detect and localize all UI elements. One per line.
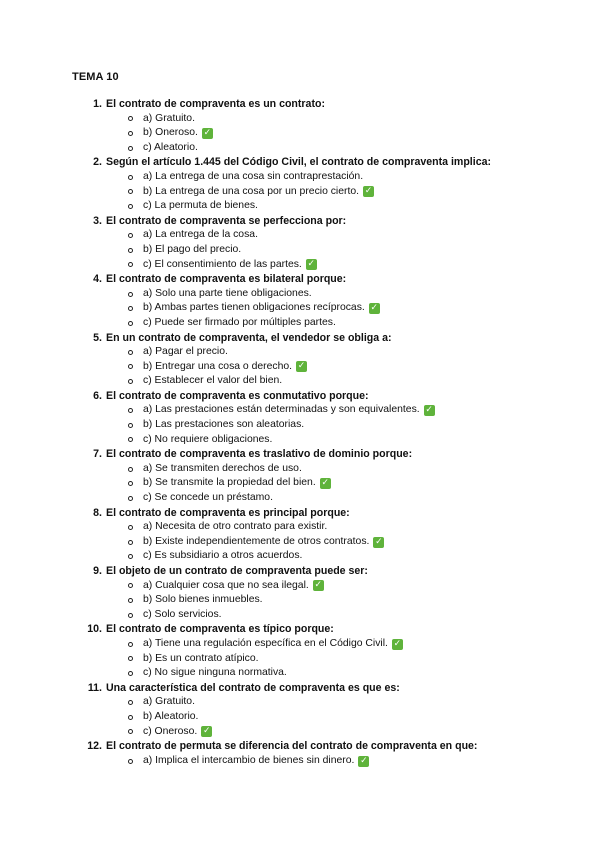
answer-option: [72, 725, 560, 740]
question-text: Según el artículo 1.445 del Código Civil, el contrato de compraventa implica:: [106, 156, 492, 169]
check-mark-icon: ✓: [370, 303, 379, 314]
hollow-circle-bullet-icon: [128, 350, 133, 355]
answer-option: [72, 754, 560, 769]
hollow-circle-bullet-icon: [128, 642, 133, 647]
hollow-circle-bullet-icon: [128, 671, 133, 676]
answer-option: [72, 170, 560, 185]
answer-option: [72, 258, 560, 273]
answer-option: [72, 476, 560, 491]
hollow-circle-bullet-icon: [128, 321, 133, 326]
question-text: Una característica del contrato de compraventa es que es:: [106, 681, 400, 694]
answer-option: [72, 710, 560, 725]
answer-option-text: b) Solo bienes inmuebles.: [143, 594, 263, 606]
question-number: 4.: [93, 273, 102, 286]
answer-option: [72, 126, 560, 141]
question-item: [72, 622, 560, 680]
question-text: El contrato de compraventa es un contrato:: [106, 98, 325, 110]
question-text: En un contrato de compraventa, el vendedor se obliga a:: [106, 331, 392, 344]
answer-option-text: a) Implica el intercambio de bienes sin dinero.: [143, 754, 355, 766]
question-heading: [72, 739, 560, 754]
answer-option-text: c) La permuta de bienes.: [143, 200, 258, 212]
answer-option: [72, 185, 560, 200]
hollow-circle-bullet-icon: [128, 700, 133, 705]
question-heading: [72, 272, 560, 287]
check-mark-icon: ✓: [307, 259, 316, 270]
answer-option-text: c) Es subsidiario a otros acuerdos.: [143, 550, 303, 562]
answer-option-text: a) Pagar el precio.: [143, 346, 228, 358]
answer-option-text: c) No sigue ninguna normativa.: [143, 667, 287, 679]
question-heading: [72, 564, 560, 579]
question-heading: [72, 447, 560, 462]
check-mark-icon: ✓: [360, 755, 368, 766]
check-mark-icon: ✓: [425, 405, 433, 416]
question-item: [72, 564, 560, 622]
answer-option: [72, 418, 560, 433]
answer-option: [72, 637, 560, 652]
answer-option-text: b) Oneroso.: [143, 127, 198, 139]
hollow-circle-bullet-icon: [128, 554, 133, 559]
hollow-circle-bullet-icon: [128, 656, 133, 661]
answer-option: [72, 141, 560, 156]
check-mark-icon: ✓: [314, 580, 323, 591]
answer-option: [72, 243, 560, 258]
check-mark-icon: ✓: [393, 638, 402, 649]
answer-option: [72, 228, 560, 243]
question-number: 12.: [87, 740, 102, 753]
question-item: [72, 331, 560, 389]
answer-option: [72, 491, 560, 506]
hollow-circle-bullet-icon: [128, 248, 133, 253]
hollow-circle-bullet-icon: [128, 204, 133, 209]
question-heading: [72, 389, 560, 404]
answer-option-text: a) Solo una parte tiene obligaciones.: [143, 287, 312, 299]
answer-option-text: a) Gratuito.: [143, 112, 195, 124]
answer-option: [72, 695, 560, 710]
question-number: 5.: [93, 331, 102, 344]
answer-option-text: a) Necesita de otro contrato para existir.: [143, 521, 328, 533]
question-text: El contrato de compraventa es principal porque:: [106, 506, 350, 519]
answer-option-text: a) La entrega de una cosa sin contraprestación.: [143, 170, 364, 182]
answer-option: [72, 652, 560, 667]
hollow-circle-bullet-icon: [128, 233, 133, 238]
answer-option-text: a) Cualquier cosa que no sea ilegal.: [143, 579, 309, 591]
check-mark-icon: ✓: [321, 478, 329, 489]
question-text: El contrato de permuta se diferencia del contrato de compraventa en que:: [106, 740, 478, 753]
question-item: [72, 272, 560, 330]
hollow-circle-bullet-icon: [128, 613, 133, 618]
hollow-circle-bullet-icon: [128, 583, 133, 588]
question-item: [72, 447, 560, 505]
answer-option-text: b) La entrega de una cosa por un precio cierto.: [143, 185, 360, 197]
question-number: 11.: [87, 681, 102, 694]
question-item: [72, 97, 560, 155]
hollow-circle-bullet-icon: [128, 525, 133, 530]
question-text: El contrato de compraventa es conmutativo porque:: [106, 389, 369, 402]
answer-option-text: c) Solo servicios.: [143, 608, 222, 620]
question-number: 2.: [93, 156, 102, 169]
question-text: El contrato de compraventa se perfecciona por:: [106, 214, 347, 227]
question-number: 8.: [93, 506, 102, 519]
hollow-circle-bullet-icon: [128, 116, 133, 121]
answer-option-text: b) El pago del precio.: [143, 243, 242, 255]
check-mark-icon: ✓: [375, 536, 383, 547]
question-heading: [72, 214, 560, 229]
answer-option: [72, 403, 560, 418]
question-heading: [72, 622, 560, 637]
hollow-circle-bullet-icon: [128, 364, 133, 369]
answer-option: [72, 535, 560, 550]
answer-option: [72, 608, 560, 623]
check-mark-icon: ✓: [203, 726, 211, 737]
answer-option-text: c) Puede ser firmado por múltiples partes.: [143, 316, 336, 328]
hollow-circle-bullet-icon: [128, 423, 133, 428]
answer-option-text: b) Entregar una cosa o derecho.: [143, 360, 293, 372]
question-heading: [72, 331, 560, 346]
check-mark-icon: ✓: [297, 361, 306, 372]
answer-option: [72, 579, 560, 594]
answer-option: [72, 199, 560, 214]
answer-option: [72, 374, 560, 389]
answer-option: [72, 462, 560, 477]
hollow-circle-bullet-icon: [128, 759, 133, 764]
answer-option: [72, 316, 560, 331]
question-text: El contrato de compraventa es traslativo de dominio porque:: [106, 448, 413, 461]
answer-option-text: c) Oneroso.: [143, 725, 198, 737]
question-list: [72, 97, 560, 768]
answer-option-text: c) No requiere obligaciones.: [143, 433, 273, 445]
question-item: [72, 506, 560, 564]
question-text: El contrato de compraventa es bilateral porque:: [106, 273, 347, 286]
hollow-circle-bullet-icon: [128, 175, 133, 180]
question-number: 7.: [93, 448, 102, 461]
check-mark-icon: ✓: [203, 127, 212, 138]
answer-option: [72, 549, 560, 564]
question-item: [72, 681, 560, 739]
answer-option: [72, 301, 560, 316]
answer-option: [72, 593, 560, 608]
question-item: [72, 214, 560, 272]
question-item: [72, 155, 560, 213]
hollow-circle-bullet-icon: [128, 306, 133, 311]
answer-option-text: b) Aleatorio.: [143, 710, 199, 722]
hollow-circle-bullet-icon: [128, 540, 133, 545]
answer-option-text: a) Tiene una regulación específica en el Código Civil.: [143, 637, 388, 649]
answer-option-text: c) El consentimiento de las partes.: [143, 258, 302, 270]
check-mark-icon: ✓: [364, 186, 373, 197]
hollow-circle-bullet-icon: [128, 467, 133, 472]
answer-option: [72, 666, 560, 681]
hollow-circle-bullet-icon: [128, 729, 133, 734]
answer-option-text: b) Ambas partes tienen obligaciones recíprocas.: [143, 302, 365, 314]
answer-option-text: c) Se concede un préstamo.: [143, 492, 273, 504]
hollow-circle-bullet-icon: [128, 715, 133, 720]
answer-option-text: a) Gratuito.: [143, 696, 195, 708]
answer-option: [72, 287, 560, 302]
hollow-circle-bullet-icon: [128, 189, 133, 194]
question-item: [72, 739, 560, 768]
answer-option-text: b) Es un contrato atípico.: [143, 652, 259, 664]
hollow-circle-bullet-icon: [128, 292, 133, 297]
question-text: El objeto de un contrato de compraventa puede ser:: [106, 565, 368, 577]
hollow-circle-bullet-icon: [128, 131, 133, 136]
answer-option: [72, 433, 560, 448]
hollow-circle-bullet-icon: [128, 379, 133, 384]
answer-option-text: a) La entrega de la cosa.: [143, 229, 258, 241]
answer-option-text: b) Las prestaciones son aleatorias.: [143, 419, 305, 431]
hollow-circle-bullet-icon: [128, 408, 133, 413]
answer-option-text: b) Se transmite la propiedad del bien.: [143, 477, 316, 489]
answer-option: [72, 520, 560, 535]
question-number: 1.: [93, 98, 102, 110]
question-heading: [72, 506, 560, 521]
answer-option-text: a) Las prestaciones están determinadas y son equivalentes.: [143, 404, 420, 416]
answer-option: [72, 345, 560, 360]
answer-option: [72, 112, 560, 127]
answer-option-text: a) Se transmiten derechos de uso.: [143, 462, 302, 474]
question-heading: [72, 155, 560, 170]
hollow-circle-bullet-icon: [128, 598, 133, 603]
answer-option: [72, 360, 560, 375]
hollow-circle-bullet-icon: [128, 481, 133, 486]
question-number: 9.: [93, 565, 102, 577]
question-heading: [72, 681, 560, 696]
document-title: TEMA 10: [72, 71, 119, 83]
answer-option-text: c) Aleatorio.: [143, 141, 198, 153]
hollow-circle-bullet-icon: [128, 146, 133, 151]
question-number: 3.: [93, 214, 102, 227]
hollow-circle-bullet-icon: [128, 496, 133, 501]
question-text: El contrato de compraventa es típico porque:: [106, 623, 334, 636]
hollow-circle-bullet-icon: [128, 437, 133, 442]
question-number: 10.: [87, 623, 102, 636]
answer-option-text: c) Establecer el valor del bien.: [143, 375, 283, 387]
answer-option-text: b) Existe independientemente de otros contratos.: [143, 535, 370, 547]
question-item: [72, 389, 560, 447]
question-heading: [72, 97, 560, 112]
hollow-circle-bullet-icon: [128, 262, 133, 267]
question-number: 6.: [93, 389, 102, 402]
